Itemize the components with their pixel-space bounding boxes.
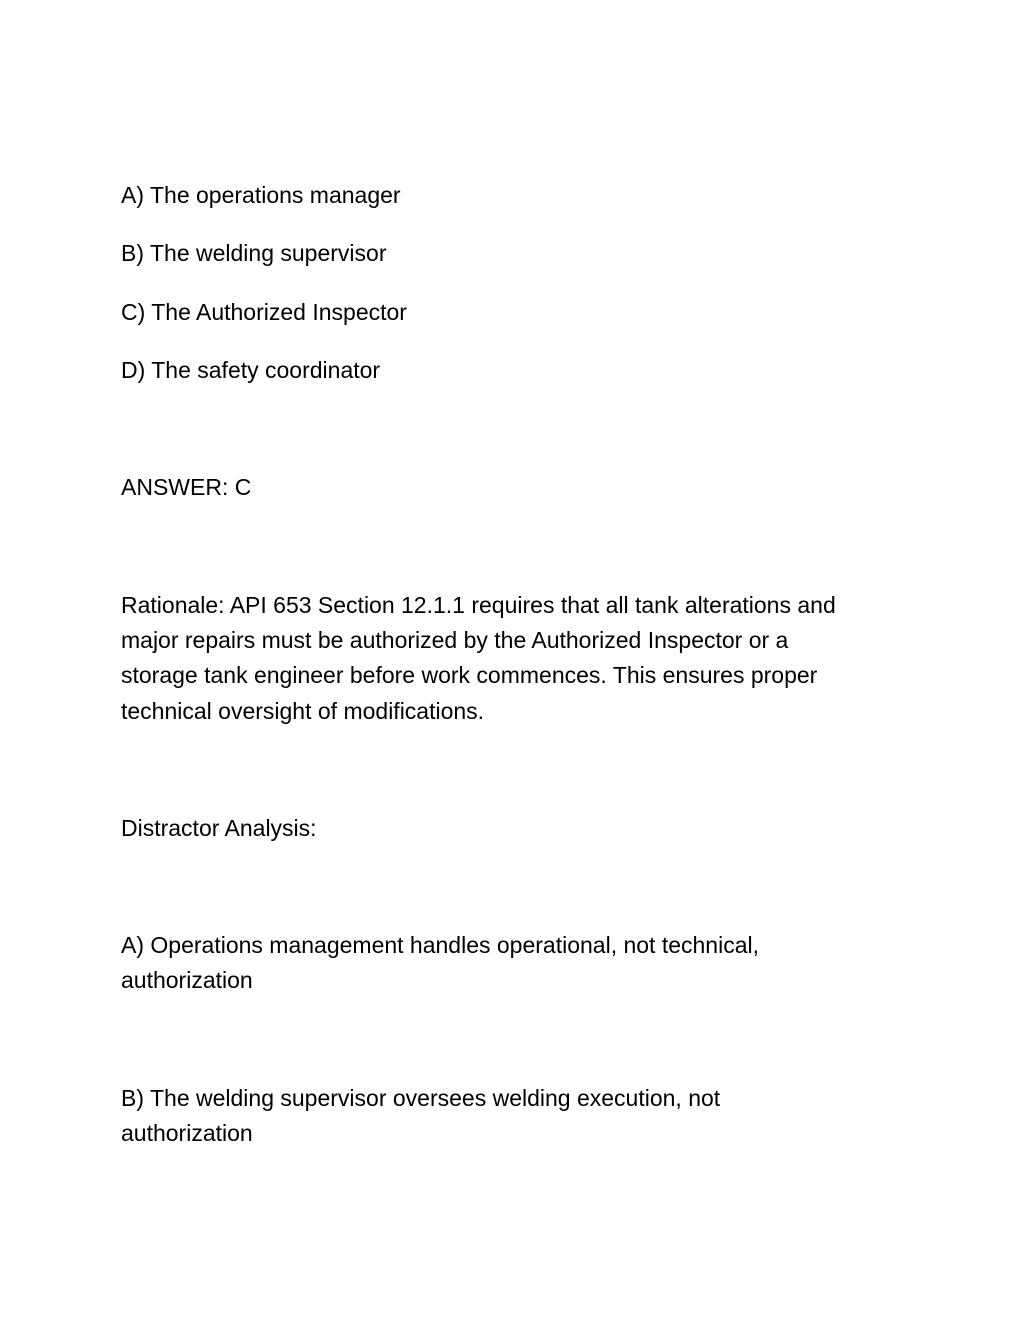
option-d: D) The safety coordinator — [121, 357, 381, 383]
distractor-line: authorization — [121, 1120, 253, 1146]
option-c: C) The Authorized Inspector — [121, 299, 407, 325]
distractor-line: B) The welding supervisor oversees welding execution, not — [121, 1085, 721, 1111]
rationale-line: storage tank engineer before work commences. This ensures proper — [121, 662, 818, 688]
distractor-line: A) Operations management handles operational, not technical, — [121, 932, 760, 958]
option-a: A) The operations manager — [121, 182, 401, 208]
rationale-line: technical oversight of modifications. — [121, 698, 485, 724]
answer-line: ANSWER: C — [121, 474, 252, 500]
rationale-line: major repairs must be authorized by the Authorized Inspector or a — [121, 627, 789, 653]
rationale-line: Rationale: API 653 Section 12.1.1 requires that all tank alterations and — [121, 592, 836, 618]
option-b: B) The welding supervisor — [121, 240, 387, 266]
distractor-heading: Distractor Analysis: — [121, 815, 317, 841]
distractor-line: authorization — [121, 967, 253, 993]
